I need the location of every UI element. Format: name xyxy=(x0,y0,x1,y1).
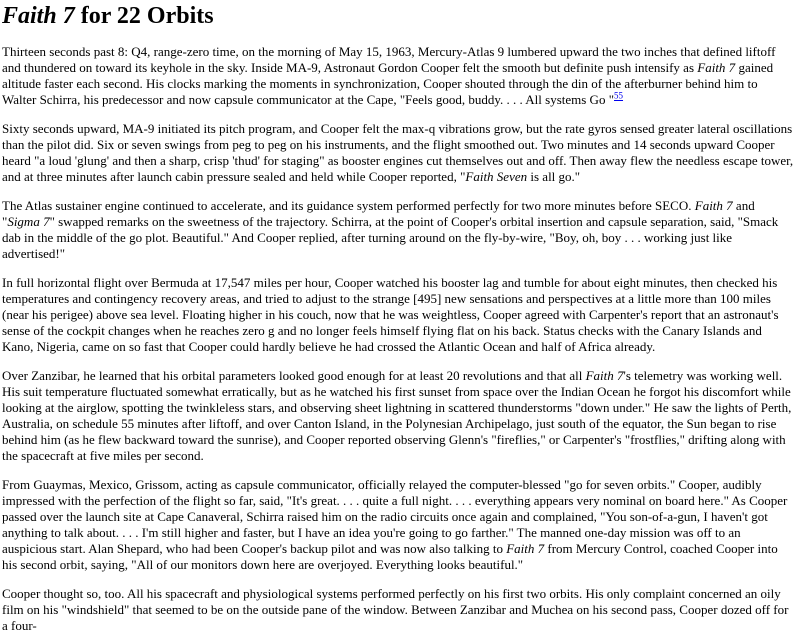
text: gained altitude faster each second. His clocks marking the moments in synchronization, Cooper shouted through the din of the afterburner behind him to Walter Schirra, his predecessor and now capsule communicator at the Cape, "Feels good, buddy. . . . All systems Go " xyxy=(2,60,774,107)
text: Cooper thought so, too. All his spacecraft and physiological systems performed perfectly on his first two orbits. His only complaint concerned an oily film on his "windshield" that seemed to be on the outside pane of the window. Between Zanzibar and Muchea on his second pass, Cooper dozed off for a four- xyxy=(2,586,789,633)
text: In full horizontal flight over Bermuda at 17,547 miles per hour, Cooper watched his booster lag and tumble for about eight minutes, then checked his temperatures and contingency recovery areas, and tried to adjust to the strange [495] new sensations and perspectives at a little more than 100 miles (near his perigee) above sea level. Floating higher in his couch, now that he was weightless, Cooper agreed with Carpenter's report that an astronaut's sense of the cockpit changes when he reaches zero g and no longer feels himself flying flat on his back. Status checks with the Canary Islands and Kano, Nigeria, came on so fast that Cooper could hardly believe he had crossed the Atlantic Ocean and half of Africa already. xyxy=(2,275,779,354)
paragraph-5 xyxy=(2,368,794,464)
text: is all go." xyxy=(527,169,581,184)
paragraph-4 xyxy=(2,275,794,355)
spacecraft-name: Sigma 7 xyxy=(7,214,50,229)
text: from Mercury Control, coached Cooper into his second orbit, saying, "All of our monitors down here are overjoyed. Everything looks beautiful." xyxy=(2,541,778,572)
spacecraft-name: Faith Seven xyxy=(465,169,528,184)
spacecraft-name: Faith 7 xyxy=(697,60,736,75)
text: and " xyxy=(2,198,755,229)
text: Thirteen seconds past 8: Q4, range-zero time, on the morning of May 15, 1963, Mercury-Atlas 9 lumbered upward the two inches that defined liftoff and thundered on toward its keyhole in the sky. Inside MA-9, Astronaut Gordon Cooper felt the smooth but definite push intensify as xyxy=(2,44,776,75)
spacecraft-name: Faith 7 xyxy=(694,198,733,213)
paragraph-2 xyxy=(2,121,794,185)
paragraph-1 xyxy=(2,44,794,108)
paragraph-7 xyxy=(2,586,794,634)
paragraph-6 xyxy=(2,477,794,573)
spacecraft-name: Faith 7 xyxy=(585,368,624,383)
page-title xyxy=(2,2,794,30)
text: From Guaymas, Mexico, Grissom, acting as capsule communicator, officially relayed the computer-blessed "go for seven orbits." Cooper, audibly impressed with the perfection of the flight so far, said, "It's great. . . . quite a full night. . . . everything appears very nominal on board here." As Cooper passed over the launch site at Cape Canaveral, Schirra raised him on the radio circuits once again and complained, "You son-of-a-gun, I haven't got anything to talk about. . . . I'm still higher and faster, but I have an idea you're going to go farther." The manned one-day mission was off to an auspicious start. Alan Shepard, who had been Cooper's backup pilot and was now also talking to xyxy=(2,477,788,556)
spacecraft-name: Faith 7 xyxy=(506,541,545,556)
title-italic: Faith 7 xyxy=(2,3,75,29)
text: " swapped remarks on the sweetness of the trajectory. Schirra, at the point of Cooper's orbital insertion and capsule separation, said, "Smack dab in the middle of the go plot. Beautiful." And Cooper replied, after turning around on the fly-by-wire, "Boy, oh, boy . . . working just like advertised!" xyxy=(2,214,779,261)
text: 's telemetry was working well. His suit temperature fluctuated somewhat erratically, but as he watched his first sunset from space over the Indian Ocean he forgot his discomfort while looking at the airglow, spotting the twinkleless stars, and observing sheet lightning in scattered thunderstorms "down under." He saw the lights of Perth, Australia, on schedule 55 minutes after liftoff, and over Canton Island, in the Polynesian Archipelago, just south of the equator, the Sun began to rise behind him (as he flew backward toward the sunrise), and Cooper reported observing Glenn's "fireflies," or Carpenter's "frostflies," drifting along with the spacecraft at five miles per second. xyxy=(2,368,792,463)
text: Over Zanzibar, he learned that his orbital parameters looked good enough for at least 20 revolutions and that all xyxy=(2,368,586,383)
text: The Atlas sustainer engine continued to accelerate, and its guidance system performed perfectly for two more minutes before SECO. xyxy=(2,198,695,213)
title-rest: for 22 Orbits xyxy=(74,3,214,29)
text: Sixty seconds upward, MA-9 initiated its pitch program, and Cooper felt the max-q vibrations grow, but the rate gyros sensed greater lateral oscillations than the pilot did. Six or seven swings from peg to peg on his instruments, and the flight smoothed out. Two minutes and 14 seconds upward Cooper heard "a loud 'glung' and then a sharp, crisp 'thud' for staging" as booster engines cut themselves out and off. Then away flew the needless escape tower, and at three minutes after launch cabin pressure sealed and held while Cooper reported, " xyxy=(2,121,794,184)
page xyxy=(0,2,796,634)
footnote-link-55[interactable]: 55 xyxy=(614,90,624,101)
paragraph-3 xyxy=(2,198,794,262)
